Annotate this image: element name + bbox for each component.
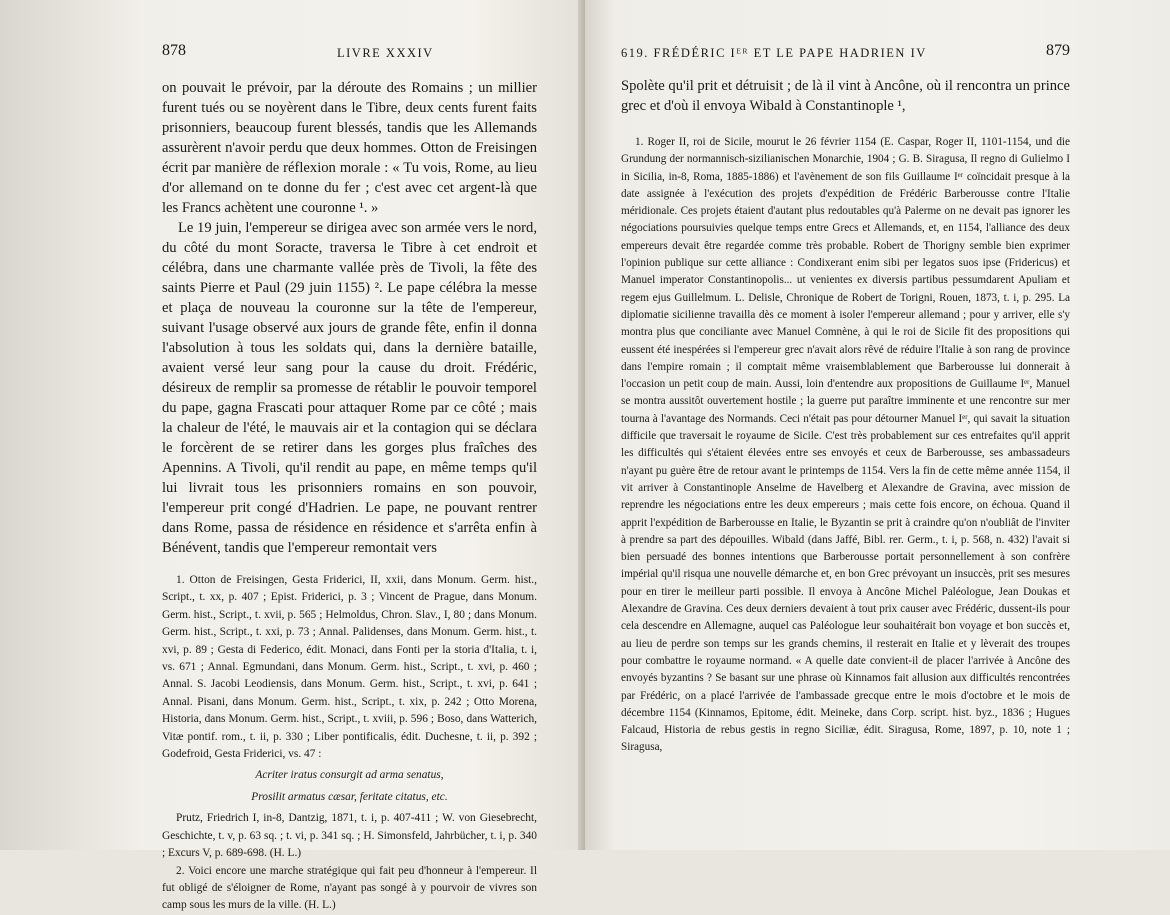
right-footnote-1: 1. Roger II, roi de Sicile, mourut le 26 février 1154 (E. Caspar, Roger II, 1101-1154, und die Grundung der normannisch-sizilianischen Monarchie, 1904 ; G. B. Siragusa, Il regno di Gulielmo I in Sicilia, in-8, Roma, 1885-1886) et l'avènement de son fils Guillaume Iᵉʳ coïncidait presque à la date assignée à l'exécution des projets d'expédition de Frédéric Barberousse contre l'Italie méridionale. Ces projets étaient d'autant plus redoutables qu'à Palerme on ne devait pas ignorer les négociations poursuivies quelque temps entre Grecs et Allemands, et, en 1154, l'alliance des deux empereurs devait être regardée comme très probable. Robert de Thorigny semble bien exprimer l'opinion publique sur cette alliance : Condixerant enim sibi per legatos suos ipse (Fridericus) et Manuel imperator Constantinopolis... ut venientes ex diversis partibus pessumdarent Apuliam et regem ejus Guillelmum. L. Delisle, Chronique de Robert de Torigni, Rouen, 1873, t. i, p. 295. La diplomatie sicilienne travailla dès ce moment à isoler l'empereur allemand ; pour y arriver, elle s'y montra plus que conciliante avec Manuel Comnène, à qui le roi de Sicile fit des propositions qui eussent été inespérées si l'empereur grec n'avait alors rêvé de réduire l'Italie à son rang de province dans l'empire romain ; il comptait même vraisemblablement que Barberousse lui donnerait à l'occasion un petit coup de main. Aussi, loin d'entendre aux propositions de Guillaume Iᵉʳ, Manuel se montra aussitôt ouvertement hostile ; la guerre put paraître imminente et une rencontre sur mer tourna à l'avantage des Normands. Ceci n'était pas pour détourner Manuel Iᵉʳ, qui savait la situation difficile que traversait le royaume de Sicile. C'est très probablement sur ces entrefaites qu'il apprit les difficultés qui s'étaient élevées entre ses envoyés et ceux de Barberousse, ses ambassadeurs n'ayant pu guère être de retour avant le printemps de 1154. Vers la fin de cette même année 1154, il vit arriver à Constantinople Anselme de Havelberg et Alexandre de Gravina, avec mission de reprendre les négociations entre les deux empereurs ; mais cette fois encore, on échoua. Quand il apprit l'expédition de Barberousse en Italie, le Byzantin se prit à craindre qu'on n'oubliât de l'inviter à prendre sa part des dépouilles. Wibald (dans Jaffé, Bibl. rer. Germ., t. i, p. 568, n. 432) l'avait si bien persuadé des bonnes intentions que Barberousse portait personnellement à son confrère impérial qu'il risqua une nouvelle démarche et, en bon Grec prévoyant un insuccès, prit ses mesures pour en tirer le meilleur parti possible. Il envoya à Ancône Michel Paléologue, Jean Doukas et Alexandre de Gravina. Ces deux derniers devaient à tout prix causer avec Frédéric, dussent-ils pour cela descendre en Allemagne, auquel cas Paléologue leur souhaitérait bon voyage et bon succès et, au lieu de perdre son temps sur les grands chemins, il resterait en Italie et y lèverait des troupes pour combattre le royaume normand. « A quelle date convient-il de placer l'arrivée à Ancône des envoyés byzantins ? Se basant sur une phrase où Kinnamos fait allusion aux difficultés rencontrées par Frédéric, on a placé l'arrivée de l'ambassade grecque entre le mois d'octobre et le mois de décembre 1154 (Kinnamos, Epitome, édit. Meineke, dans Corp. script. hist. byz., 1836 ; Hugues Falcaud, Historia de rebus gestis in regno Siciliæ, édit. Siragusa, Rome, 1897, p. 10, note 1 ; Siragusa, — [621, 136, 1070, 754]
right-page-number: 879 — [1046, 42, 1070, 59]
left-footnotes — [162, 572, 537, 915]
right-body-text — [621, 76, 1070, 116]
right-running-head — [621, 44, 1070, 64]
left-page — [0, 0, 585, 912]
right-footnotes — [621, 134, 1070, 757]
left-footnote-1-end: Prutz, Friedrich I, in-8, Dantzig, 1871, t. i, p. 407-411 ; W. von Giesebrecht, Geschichte, t. v, p. 63 sq. ; t. vi, p. 341 sq. ; H. Simonsfeld, Jahrbücher, t. i, p. 340 ; Excurs V, p. 689-698. (H. L.) — [162, 812, 537, 860]
left-paragraph-2: Le 19 juin, l'empereur se dirigea avec son armée vers le nord, du côté du mont Soracte, traversa le Tibre à cet endroit et célébra, dans une charmante vallée près de Tivoli, la fête des saints Pierre et Paul (29 juin 1155) ². Le pape célébra la messe et plaça de nouveau la couronne sur la tête de l'empereur, suivant l'usage observé aux jours de grande fête, enfin il donna l'absolution à tous les soldats qui, dans la dernière bataille, avaient versé leur sang pour la cause du droit. Frédéric, désireux de remplir sa promesse de rétablir le pouvoir temporel du pape, gagna Frascati pour attaquer Rome par ce côté ; mais la chaleur de l'été, le mauvais air et la contagion qui se déclara le forcèrent de se retirer dans les gorges plus fraîches des Apennins. A Tivoli, qu'il rendit au pape, en même temps qu'il lui livrait tous les prisonniers romains en son pouvoir, l'empereur prit congé d'Hadrien. Le pape, ne pouvant rentrer dans Rome, passa de résidence en résidence et s'arrêta enfin à Bénévent, tandis que l'empereur remontait vers — [162, 220, 537, 556]
left-footnote-1: 1. Otton de Freisingen, Gesta Friderici, II, xxii, dans Monum. Germ. hist., Script., t. xx, p. 407 ; Epist. Friderici, p. 3 ; Vincent de Prague, dans Monum. Germ. hist., Script., t. xvii, p. 565 ; Helmoldus, Chron. Slav., I, 80 ; dans Monum. Germ. hist., Script., t. xxi, p. 73 ; Annal. Palidenses, dans Monum. Germ. hist., t. xvi, p. 89 ; Gesta di Federico, édit. Monaci, dans Fonti per la storia d'Italia, t. i, vs. 671 ; Annal. Egmundani, dans Monum. Germ. hist., Script., t. xvi, p. 460 ; Annal. S. Jacobi Leodiensis, dans Monum. Germ. hist., Script., t. xvi, p. 641 ; Annal. Pisani, dans Monum. Germ. hist., Script., t. xix, p. 242 ; Otto Morena, Historia, dans Monum. Germ. hist., Script., t. xviii, p. 596 ; Boso, dans Watterich, Vitæ pontif. rom., t. ii, p. 330 ; Liber pontificalis, édit. Duchesne, t. ii, p. 392 ; Godefroid, Gesta Friderici, vs. 47 : — [162, 574, 537, 761]
right-page — [585, 0, 1170, 850]
left-paragraph-1: on pouvait le prévoir, par la déroute des Romains ; un millier furent tués ou se noyèrent dans le Tibre, deux cents furent faits prisonniers, beaucoup furent blessés, tandis que les Allemands assurèrent n'avoir perdu que deux hommes. Otton de Freisingen écrit par manière de réflexion morale : « Tu vois, Rome, au lieu d'or allemand on te donne du fer ; c'est avec cet argent-là que les Francs achètent une couronne ¹. » — [162, 80, 537, 216]
right-paragraph-1: Spolète qu'il prit et détruisit ; de là il vint à Ancône, où il rencontra un prince grec et d'où il envoya Wibald à Constantinople ¹, — [621, 78, 1070, 114]
left-page-number: 878 — [162, 42, 186, 59]
verse-line-2: Prosilit armatus cæsar, feritate citatus, etc. — [251, 790, 448, 803]
right-running-title: 619. FRÉDÉRIC Iᴱᴿ ET LE PAPE HADRIEN IV — [621, 46, 927, 60]
left-body-text — [162, 78, 537, 558]
verse-line-1: Acriter iratus consurgit ad arma senatus, — [255, 769, 444, 782]
left-running-head — [162, 44, 537, 64]
left-footnote-2: 2. Voici encore une marche stratégique qui fait peu d'honneur à l'empereur. Il fut obligé de s'éloigner de Rome, n'ayant pas songé à y pourvoir de vivres son camp sous les murs de la ville. (H. L.) — [162, 864, 537, 912]
left-running-title: LIVRE XXXIV — [337, 46, 434, 60]
